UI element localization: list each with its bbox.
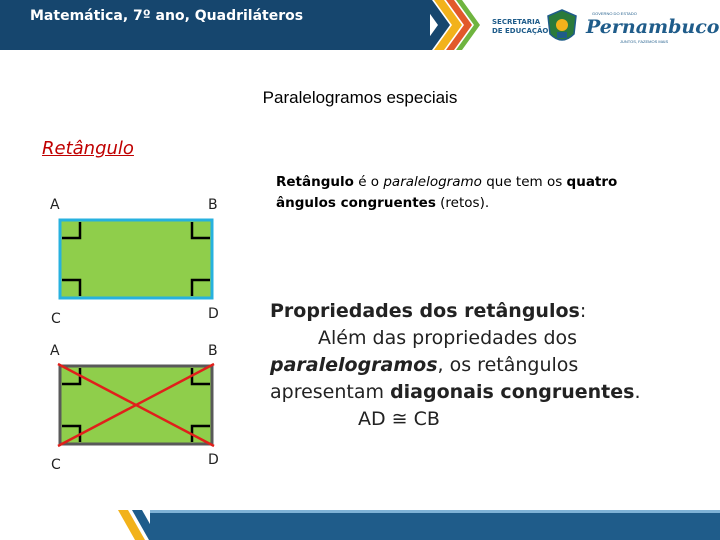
rectangle-figure-diagonals <box>56 362 218 448</box>
footer-accent-line <box>150 510 720 513</box>
properties-line: apresentam diagonais congruentes. <box>270 381 641 403</box>
congruence-formula: AD ≅ CB <box>358 408 440 430</box>
slide-header <box>0 0 720 54</box>
footer-bar <box>150 510 720 540</box>
vertex-label-c2: C <box>51 457 61 473</box>
slide-title: Paralelogramos especiais <box>262 88 458 107</box>
properties-line: Além das propriedades dos <box>318 327 578 349</box>
properties-text <box>270 298 690 433</box>
rectangle-figure-right-angles <box>58 218 214 300</box>
vertex-label-b2: B <box>208 343 218 359</box>
rectangle-shape <box>60 220 212 298</box>
vertex-label-b1: B <box>208 197 218 213</box>
header-title: Matemática, 7º ano, Quadriláteros <box>30 8 304 24</box>
vertex-label-d2: D <box>208 452 219 468</box>
logo-state-name: Pernambuco <box>586 16 720 38</box>
footer-chevron-decoration-icon <box>0 505 160 540</box>
properties-heading: Propriedades dos retângulos: <box>270 300 587 322</box>
logo-secretaria-text: SECRETARIA DE EDUCAÇÃO <box>492 18 549 35</box>
logo-secretaria-pernambuco <box>492 6 720 50</box>
logo-governo-text: GOVERNO DO ESTADO <box>592 11 637 16</box>
state-emblem-icon <box>544 8 580 48</box>
chevron-decoration-icon <box>420 0 490 50</box>
vertex-label-a1: A <box>50 197 60 213</box>
slide-subtitle: Retângulo <box>42 138 134 159</box>
vertex-label-a2: A <box>50 343 60 359</box>
header-bar <box>0 0 430 50</box>
vertex-label-c1: C <box>51 311 61 327</box>
definition-text: Retângulo é o paralelogramo que tem os quatro ângulos congruentes (retos). <box>276 174 618 211</box>
properties-line: paralelogramos, os retângulos <box>270 354 579 376</box>
vertex-label-d1: D <box>208 306 219 322</box>
logo-slogan: JUNTOS, FAZEMOS MAIS <box>620 39 669 44</box>
